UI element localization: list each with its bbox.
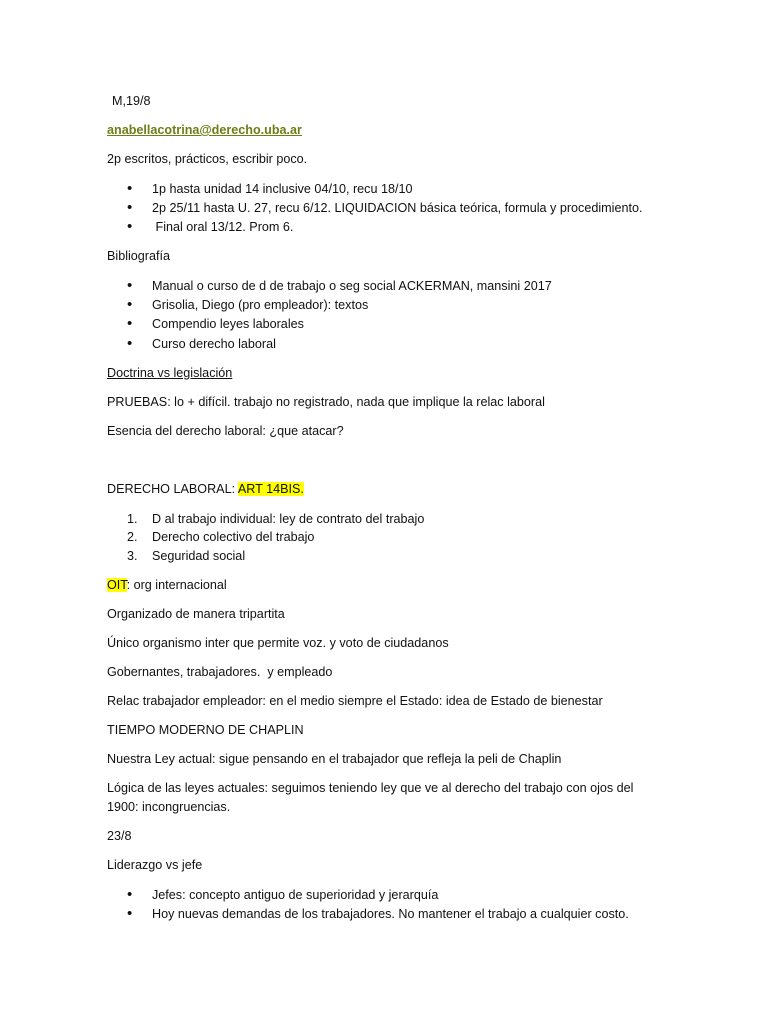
chaplin-heading: TIEMPO MODERNO DE CHAPLIN (107, 723, 304, 737)
pruebas-note: PRUEBAS: lo + difícil. trabajo no registrado, nada que implique la relac laboral (107, 395, 545, 409)
bullet-icon (127, 297, 137, 313)
numbered-item: Derecho colectivo del trabajo (152, 530, 315, 544)
derecho-laboral-label: DERECHO LABORAL: (107, 482, 238, 496)
oit-line (107, 577, 227, 593)
list-number: 1. (127, 512, 138, 526)
liderazgo-item: Jefes: concepto antiguo de superioridad y jerarquía (152, 888, 439, 902)
bullet-icon (127, 316, 137, 332)
relac-note: Relac trabajador empleador: en el medio siempre el Estado: idea de Estado de bienestar (107, 694, 603, 708)
bullet-icon (127, 336, 137, 352)
derecho-laboral-heading (107, 481, 304, 497)
exam-item: Final oral 13/12. Prom 6. (152, 220, 294, 234)
oit-highlight: OIT (107, 578, 127, 592)
tripartita-note: Organizado de manera tripartita (107, 607, 285, 621)
unico-note: Único organismo inter que permite voz. y voto de ciudadanos (107, 636, 449, 650)
bullet-icon (127, 219, 137, 235)
logica-note-line1: Lógica de las leyes actuales: seguimos teniendo ley que ve al derecho del trabajo con ojos del (107, 781, 634, 795)
bib-item: Curso derecho laboral (152, 337, 276, 351)
bullet-icon (127, 181, 137, 197)
date-heading: M,19/8 (112, 94, 151, 108)
bullet-icon (127, 906, 137, 922)
liderazgo-heading: Liderazgo vs jefe (107, 858, 203, 872)
bib-item: Grisolia, Diego (pro empleador): textos (152, 298, 369, 312)
exam-item: 2p 25/11 hasta U. 27, recu 6/12. LIQUIDACION básica teórica, formula y procedimiento. (152, 201, 643, 215)
numbered-item: D al trabajo individual: ley de contrato del trabajo (152, 512, 425, 526)
exams-note: 2p escritos, prácticos, escribir poco. (107, 152, 308, 166)
gobernantes-note: Gobernantes, trabajadores. y empleado (107, 665, 333, 679)
doctrina-heading: Doctrina vs legislación (107, 366, 233, 380)
list-number: 3. (127, 549, 138, 563)
liderazgo-item: Hoy nuevas demandas de los trabajadores. No mantener el trabajo a cualquier costo. (152, 907, 629, 921)
esencia-note: Esencia del derecho laboral: ¿que atacar? (107, 424, 344, 438)
email-link[interactable]: anabellacotrina@derecho.uba.ar (107, 123, 302, 137)
bullet-icon (127, 887, 137, 903)
nuestra-ley-note: Nuestra Ley actual: sigue pensando en el trabajador que refleja la peli de Chaplin (107, 752, 562, 766)
bib-item: Compendio leyes laborales (152, 317, 304, 331)
bullet-icon (127, 200, 137, 216)
exam-item: 1p hasta unidad 14 inclusive 04/10, recu 18/10 (152, 182, 413, 196)
numbered-item: Seguridad social (152, 549, 246, 563)
bullet-icon (127, 278, 137, 294)
date-heading-2: 23/8 (107, 829, 132, 843)
logica-note-line2: 1900: incongruencias. (107, 800, 231, 814)
bib-item: Manual o curso de d de trabajo o seg social ACKERMAN, mansini 2017 (152, 279, 552, 293)
oit-description: : org internacional (126, 578, 227, 592)
bibliografia-heading: Bibliografía (107, 249, 171, 263)
list-number: 2. (127, 530, 138, 544)
art-14bis-highlight: ART 14BIS. (237, 482, 304, 496)
